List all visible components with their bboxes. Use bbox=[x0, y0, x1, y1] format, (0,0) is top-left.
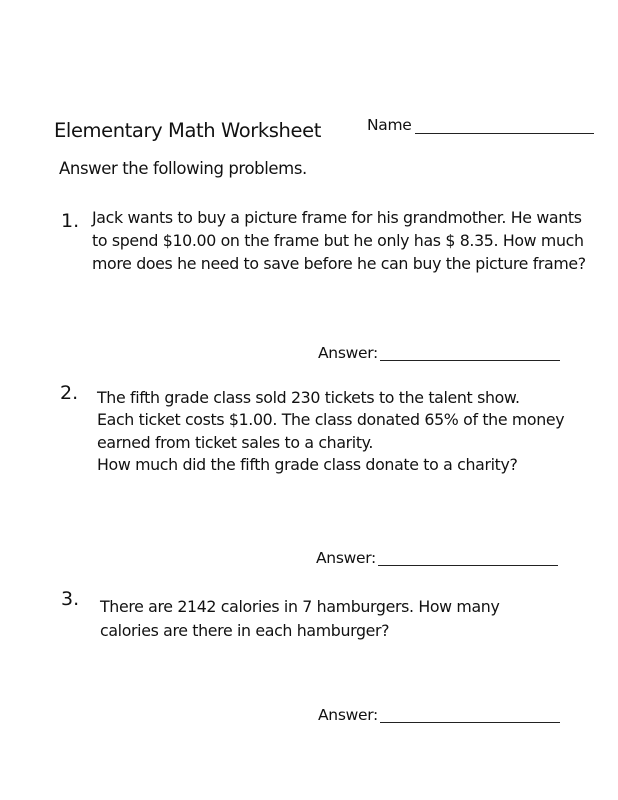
answer-field-line[interactable] bbox=[378, 565, 558, 566]
problem-text bbox=[92, 206, 586, 275]
problem-text bbox=[100, 595, 499, 642]
problem-line: more does he need to save before he can buy the picture frame? bbox=[92, 254, 586, 273]
worksheet-title: Elementary Math Worksheet bbox=[54, 119, 321, 142]
name-field-line[interactable] bbox=[415, 133, 594, 134]
answer-label: Answer: bbox=[318, 344, 378, 362]
problem-line: There are 2142 calories in 7 hamburgers. How many bbox=[100, 597, 500, 616]
problem-line: The fifth grade class sold 230 tickets to the talent show. bbox=[97, 388, 520, 407]
answer-field-line[interactable] bbox=[380, 722, 560, 723]
problem-line: earned from ticket sales to a charity. bbox=[97, 432, 374, 452]
problem-number: 3. bbox=[61, 588, 80, 610]
problem-number: 2. bbox=[60, 382, 79, 404]
answer-label: Answer: bbox=[318, 706, 378, 724]
problem-line: How much did the fifth grade class donate to a charity? bbox=[97, 454, 518, 474]
problem-text bbox=[97, 387, 564, 476]
problem-line: to spend $10.00 on the frame but he only has $ 8.35. How much bbox=[92, 231, 584, 250]
problem-line: Each ticket costs $1.00. The class donated 65% of the money bbox=[97, 410, 565, 430]
answer-field-line[interactable] bbox=[380, 360, 560, 361]
problem-number: 1. bbox=[61, 210, 80, 232]
instructions: Answer the following problems. bbox=[59, 159, 307, 178]
problem-line: Jack wants to buy a picture frame for his grandmother. He wants bbox=[92, 208, 582, 227]
answer-label: Answer: bbox=[316, 549, 376, 567]
name-label: Name bbox=[367, 116, 412, 134]
problem-line: calories are there in each hamburger? bbox=[100, 620, 390, 640]
